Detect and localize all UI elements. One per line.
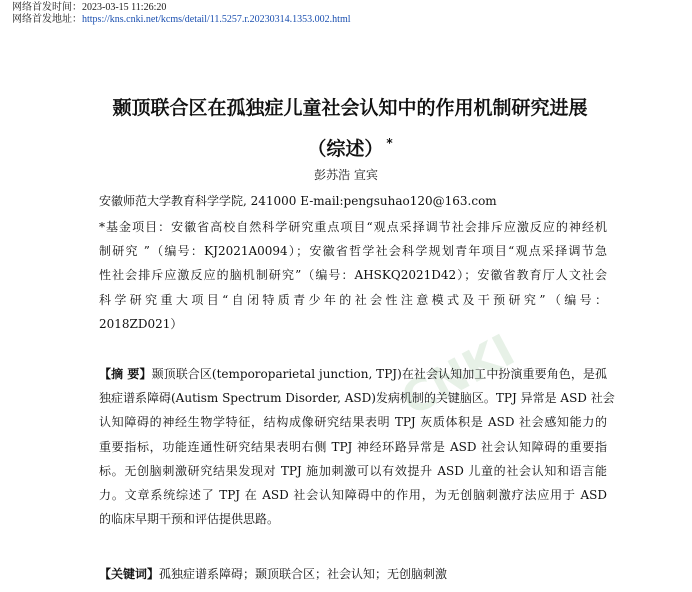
paper-title-review-tag: （综述）	[307, 138, 384, 160]
abstract-line: 独症谱系障碍(Autism Spectrum Disorder, ASD)发病机制的关键脑区。TPJ 异常是 ASD 社会	[99, 391, 615, 406]
abstract-text: 颞顶联合区(temporoparietal junction, TPJ)在社会认知加工中扮演重要角色，是孤	[151, 367, 607, 381]
footnote-mark: *	[386, 136, 393, 150]
fund-line: *基金项目：安徽省高校自然科学研究重点项目“观点采择调节社会排斥应激反应的神经机	[99, 220, 607, 234]
fund-note	[99, 215, 607, 336]
fund-line: 2018ZD021）	[99, 316, 183, 331]
abstract-line: 的临床早期干预和评估提供思路。	[99, 512, 280, 527]
abstract-line: 认知障碍的神经生物学特征，结构成像研究结果表明 TPJ 灰质体积是 ASD 社会感知能力的	[99, 415, 607, 430]
publication-header	[12, 2, 351, 26]
publish-time-row	[12, 2, 351, 14]
author-affiliation: 安徽师范大学教育科学学院, 241000 E-mail:pengsuhao120@163.com	[99, 194, 497, 208]
abstract-line: 标。无创脑刺激研究结果发现对 TPJ 施加刺激可以有效提升 ASD 儿童的社会认知和语言能	[99, 463, 607, 478]
watermark-logo: CNKI	[393, 324, 523, 427]
paper-title-line-1: 颞顶联合区在孤独症儿童社会认知中的作用机制研究进展	[112, 97, 588, 119]
paper-title-line-2	[30, 131, 670, 161]
abstract-section	[99, 362, 615, 531]
fund-line: 性社会排斥应激反应的脑机制研究”（编号：AHSKQ2021D42）；安徽省教育厅人文社会	[99, 268, 607, 283]
publish-url-row	[12, 14, 351, 26]
fund-line: 科学研究重大项目“自闭特质青少年的社会性注意模式及干预研究”（编号：	[99, 292, 607, 307]
keywords-line	[99, 562, 607, 586]
abstract-line: 力。文章系统综述了 TPJ 在 ASD 社会认知障碍中的作用，为无创脑刺激疗法应用于 ASD	[99, 487, 607, 502]
fund-line: 制研究 ”（编号：KJ2021A0094）；安徽省哲学社会科学规划青年项目“观点采择调节急	[99, 244, 607, 259]
publish-time-label: 网络首发时间：	[12, 2, 82, 13]
keywords-text: 孤独症谱系障碍；颞顶联合区；社会认知；无创脑刺激	[159, 567, 448, 581]
author-names: 彭苏浩 宣宾	[314, 168, 378, 182]
publish-url-label: 网络首发地址：	[12, 14, 82, 25]
keywords-label: 【关键词】	[99, 567, 160, 581]
publish-time-value: 2023-03-15 11:26:20	[82, 2, 167, 13]
keywords-section	[99, 562, 607, 586]
abstract-line	[99, 362, 607, 386]
abstract-line: 重要指标，功能连通性研究结果表明右侧 TPJ 神经环路异常是 ASD 社会认知障碍的重要指	[99, 439, 607, 454]
publish-url-link[interactable]: https://kns.cnki.net/kcms/detail/11.5257.r.20230314.1353.002.html	[82, 14, 351, 25]
abstract-label: 【摘 要】	[99, 367, 152, 381]
